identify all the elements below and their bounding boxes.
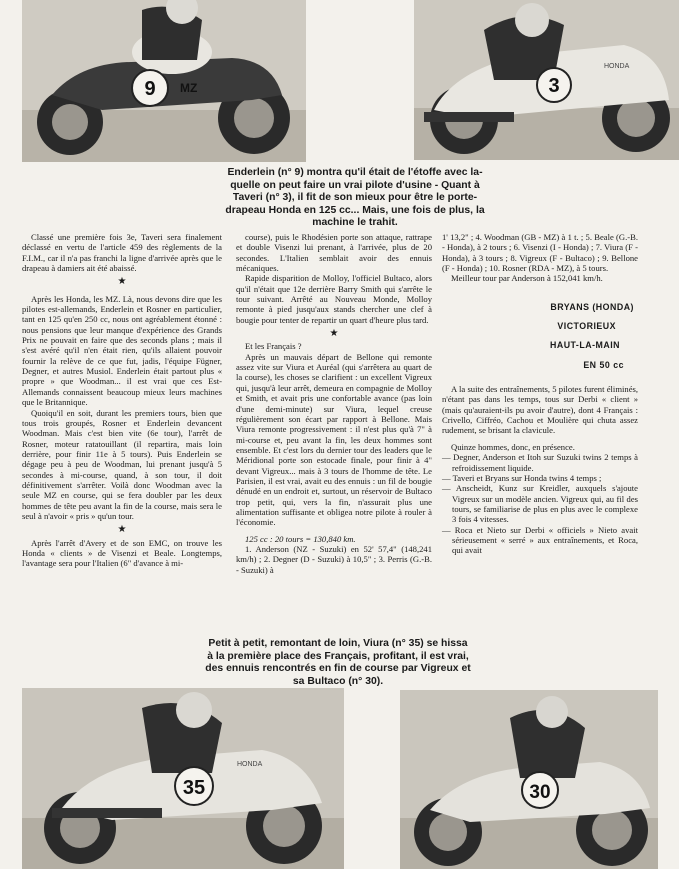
caption-top-line: drapeau Honda en 125 cc... Mais, une fois de plus, la (225, 204, 485, 216)
heading-line: BRYANS (HONDA) (550, 301, 634, 312)
photo-vigreux (400, 690, 658, 869)
caption-bottom (160, 638, 516, 688)
results-heading: 125 cc : 20 tours = 130,840 km. (245, 533, 356, 544)
section-heading (442, 302, 638, 370)
caption-top-line: Taveri (n° 3), il fit de son mieux pour être le porte- (232, 192, 478, 204)
bike-brand-mz: MZ (180, 81, 198, 95)
caption-bottom-line: à la première place des Français, profitant, il est vrai, (207, 650, 469, 662)
paragraph: A la suite des entraînements, 5 pilotes furent éliminés, n'étant pas dans les temps, tous sur Derbi « client » (mais qu'auraient-ils pu avoir d'autre), dont 4 Français : Crivello, Ciffréo, Cachou et Moulière qui chuta assez rudement, se brisant la clavicule. (442, 384, 638, 436)
bike-brand-honda: HONDA (604, 63, 630, 70)
star-separator: ★ (117, 276, 127, 288)
bike-number-3: 3 (548, 75, 560, 97)
list-item: — Degner, Anderson et Itoh sur Suzuki twins 2 temps à refroidissement liquide. (442, 452, 638, 473)
caption-bottom-line: sa Bultaco (n° 30). (292, 675, 384, 687)
bike-brand-honda: HONDA (237, 761, 263, 768)
paragraph: Classé une première fois 3e, Taveri sera finalement déclassé en vertu de l'article 459 des règlements de la F.I.M., car il n'a pas franchi la ligne d'arrivée après que le drapeau à damiers ait été abaissé. (22, 232, 222, 274)
caption-top (196, 167, 514, 230)
paragraph: 1' 13,2" ; 4. Woodman (GB - MZ) à 1 t. ; 5. Beale (G.-B. - Honda), à 2 tours ; 6. Visenzi (I - Honda) ; 7. Viura (F - Honda), à 3 tours ; 8. Vigreux (F - Bultaco) ; 9. Bellone (F - Honda) ; 10. Rosner (RDA - MZ), à 5 tours. (442, 232, 638, 274)
caption-top-line: machine le trahit. (312, 217, 398, 229)
paragraph: course), puis le Rhodésien porte son attaque, rattrape et double Visenzi lui prenant, à l'arrivée, plus de 20 secondes. L'Italien semblait avoir des ennuis mécaniques. (236, 232, 432, 274)
column-3 (442, 232, 638, 556)
caption-bottom-line: Petit à petit, remontant de loin, Viura (n° 35) se hissa (208, 638, 468, 649)
bike-number-9: 9 (144, 78, 156, 100)
caption-top-line: quelle on peut faire un vrai pilote d'usine - Quant à (230, 179, 480, 191)
paragraph: Après un mauvais départ de Bellone qui remonte assez vite sur Viura et Auréal (qui s'arrêtera au quart de la course), les choses se clarifient : un excellent Vigreux qui, jusqu'à leur arrêt, demeura en compagnie de Molloy et Smith, et avait pris une confortable avance (pas loin d'une demi-minute) sur Viura, lequel creuse régulièrement son écart par rapport à Bellone. Mais Viura remonte progressivement : il n'est plus qu'à 7" à mi-course et, peu avant la fin, les deux hommes sont ensemble. Et c'est lors du dernier tour des leaders que le Méridional porte son estocade finale, pour finir à 4" devant Vigreux... mais à 3 tours de l'homme de tête. Le Parisien, il est vrai, avait eu des ennuis : un fil de bougie dénudé en un endroit et, surtout, un réservoir de Bultaco trop petit, qui, vers la fin, n'assurait plus une alimentation suffisante et obligea notre pilote à rouler à l'économie. (236, 351, 432, 528)
list-item: — Taveri et Bryans sur Honda twins 4 temps ; (442, 472, 602, 483)
caption-bottom-line: des ennuis rencontrés en fin de course par Vigreux et (205, 663, 471, 675)
paragraph: Après l'arrêt d'Avery et de son EMC, on trouve les Honda « clients » de Visenzi et Beale. Longtemps, l'avantage sera pour l'Italien (6" d'avance à mi- (22, 537, 222, 569)
heading-line: EN 50 cc (583, 359, 624, 370)
bike-number-30: 30 (529, 782, 551, 803)
column-1 (22, 232, 222, 569)
paragraph: Et les Français ? (245, 341, 302, 352)
results-text: 1. Anderson (NZ - Suzuki) en 52' 57,4" (148,241 km/h) ; 2. Degner (D - Suzuki) à 10,5" ; 3. Perris (G.-B. - Suzuki) à (236, 543, 432, 575)
list-item: — Anscheidt, Kunz sur Kreidler, auxquels s'ajoute Vigreux sur un modèle ancien. Vigreux qui, au fil des tours, se familiarise de plus en plus avec le complexe 3 fois 4 vitesses. (442, 483, 638, 525)
star-separator: ★ (117, 524, 127, 536)
bullet-list (442, 452, 638, 555)
star-separator: ★ (329, 328, 339, 340)
column-2 (236, 232, 432, 575)
photo-viura (22, 688, 344, 869)
paragraph: Meilleur tour par Anderson à 152,041 km/h. (451, 273, 603, 284)
photo-taveri (414, 0, 679, 160)
list-item: — Roca et Nieto sur Derbi « officiels » Nieto avait sérieusement « serré » aux entraînements, et Roca, qui avait (442, 524, 638, 556)
paragraph: Quoiqu'il en soit, durant les premiers tours, bien que tous trois groupés, Rosner et Enderlein devancent Woodman. Mais c'est bien vite (6e tour), l'arrêt de Rosner, moteur ratatouillant (il repartira, mais loin derrière, pour finir 11e à 5 tours). Puis Enderlein se dégage peu à peu de Woodman, lui prenant jusqu'à 5 secondes à mi-course, quand, à son tour, il doit définitivement s'arrêter. Voilà donc Woodman avec la seule MZ en course, qui se fera doubler par les deux hommes de tête peu avant la fin de la course, mais sera le seul à n'avoir « pris » qu'un tour. (22, 407, 222, 521)
photo-enderlein (22, 0, 306, 162)
heading-line: HAUT-LA-MAIN (549, 340, 620, 351)
caption-top-line: Enderlein (n° 9) montra qu'il était de l'étoffe avec la- (227, 167, 483, 178)
paragraph: Après les Honda, les MZ. Là, nous devons dire que les pilotes est-allemands, Enderlein et Rosner en particulier, tant en 125 qu'en 250 cc, nous ont agréablement étonné : nous pensions que leur manque d'expérience des Grands Prix ne pouvait en faire que des seconds plans ; mais il s'est avéré qu'il n'en était rien, qu'ils allaient pouvoir fournir la relève de ce que fut, jadis, l'équipe Fügner, Degner, et autres Musiol. Enderlein était partout plus « propre » que Woodman... il est vrai que ces Est-Allemands connaissent beaucoup mieux leurs machines que le Britannique. (22, 293, 222, 408)
paragraph: Rapide disparition de Molloy, l'officiel Bultaco, alors qu'il n'était que 12e derrière Barry Smith qui s'arrête le tour suivant. Arrêté au Nouveau Monde, Molloy remonte à pied jusqu'aux stands chercher une clef à bougie pour tenter de repartir un quart d'heure plus tard. (236, 273, 432, 325)
bike-number-35: 35 (182, 777, 206, 799)
heading-line: VICTORIEUX (557, 321, 616, 332)
paragraph: Quinze hommes, donc, en présence. (451, 441, 575, 452)
